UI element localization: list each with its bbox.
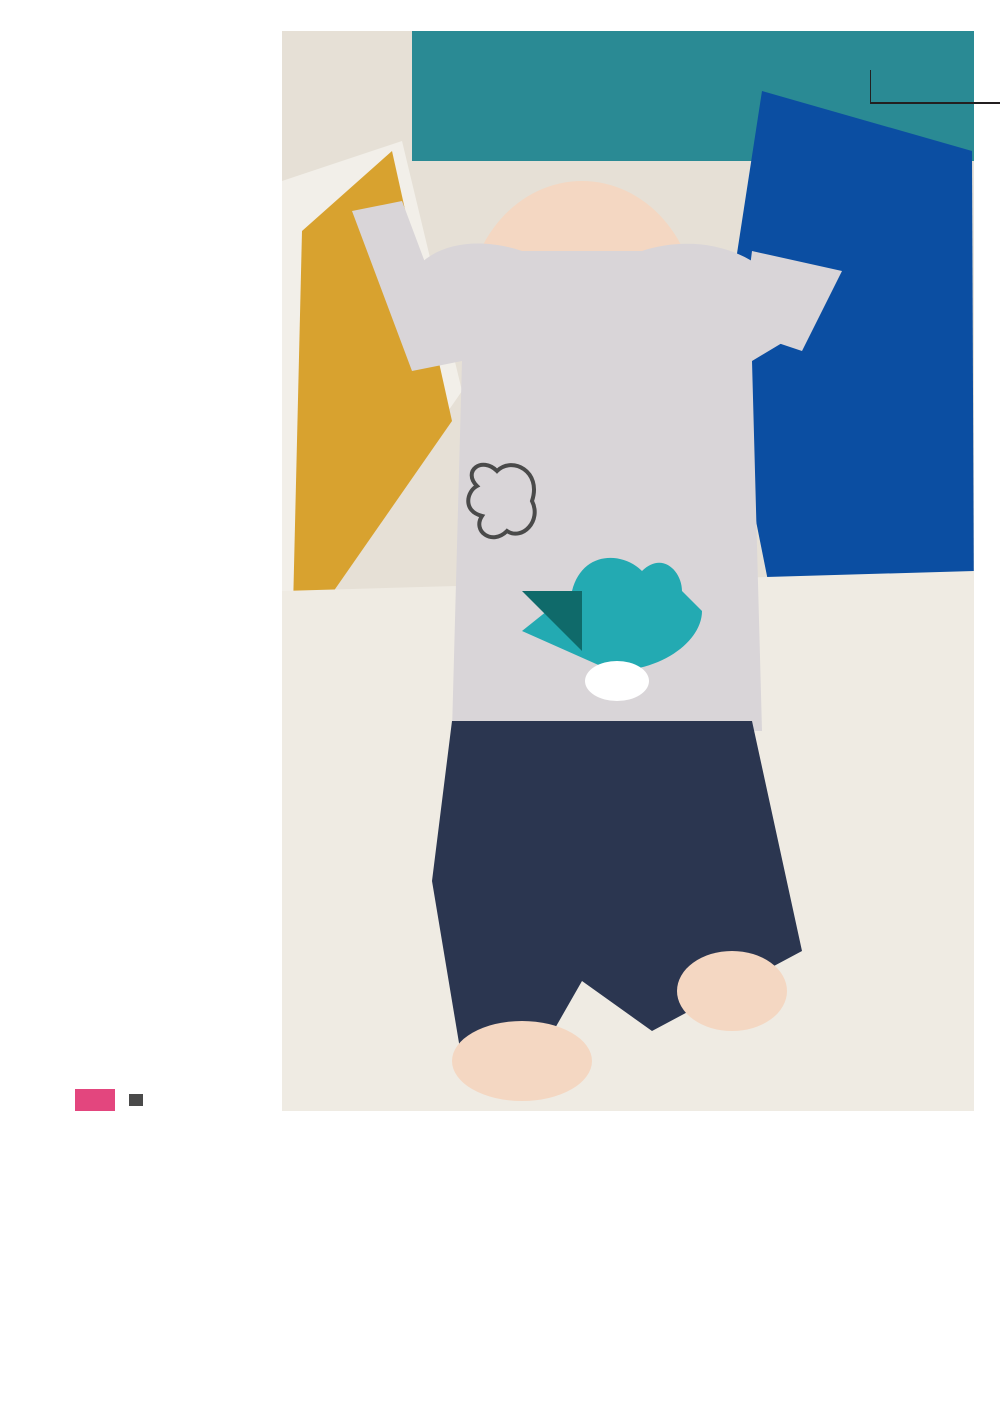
key-label <box>75 1089 115 1111</box>
page-footer <box>930 1364 938 1381</box>
key-swatch <box>129 1094 143 1106</box>
section-tag <box>870 70 1000 104</box>
baby-photo <box>282 31 974 1111</box>
